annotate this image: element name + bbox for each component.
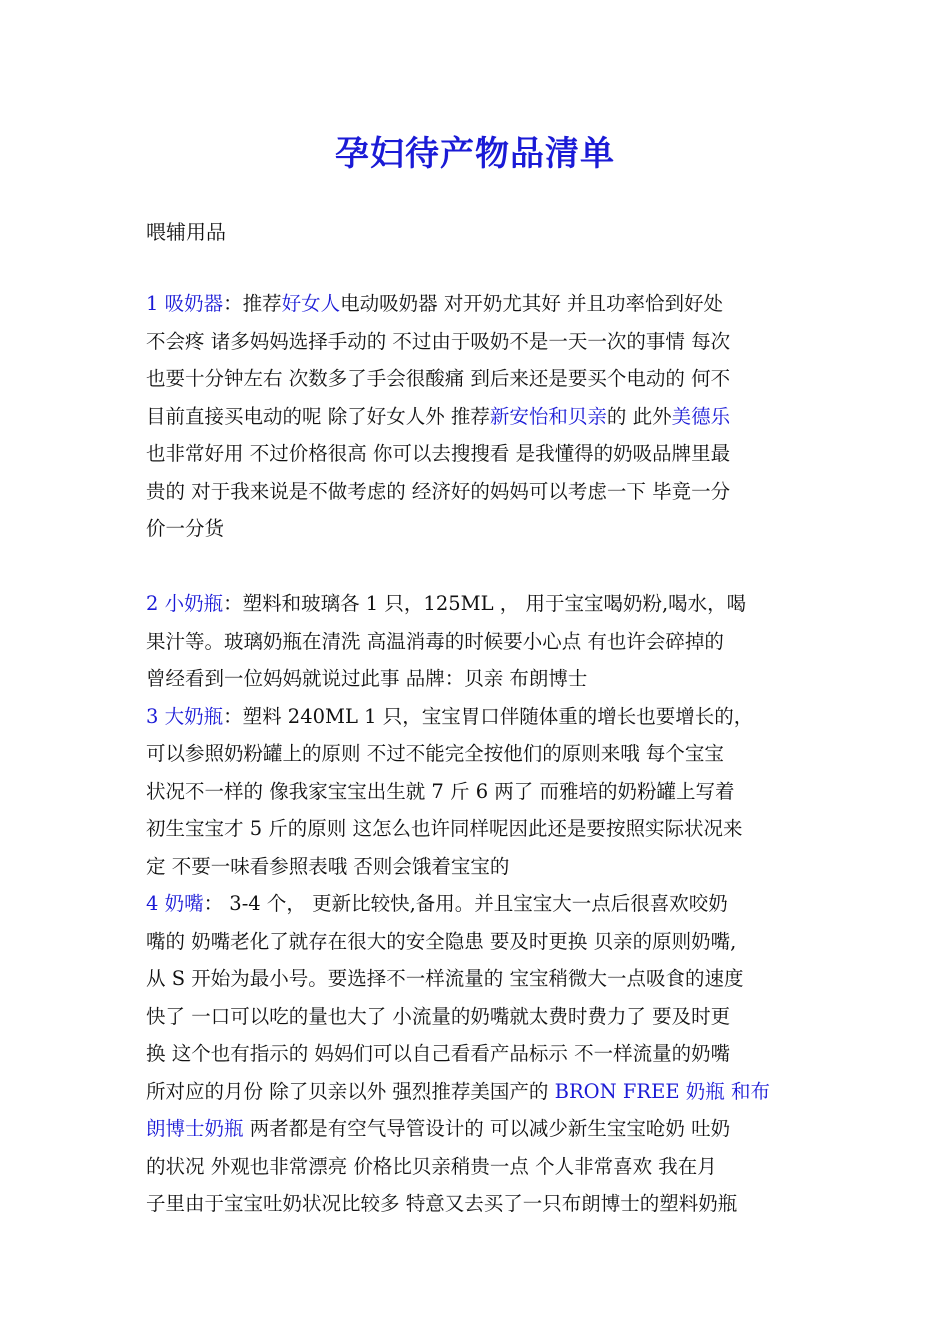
text-segment: 也要十分钟左右 次数多了手会很酸痛 到后来还是要买个电动的 何不 [146,367,731,390]
text-line [146,810,806,848]
highlighted-text: 好女人 [281,292,341,315]
highlighted-text: 美德乐 [671,404,731,428]
text-line [146,360,806,398]
text-line [146,660,806,698]
text-segment: 定 不要一味看参照表哦 否则会饿着宝宝的 [146,854,510,878]
text-line [146,323,806,361]
text-segment: 状况不一样的 像我家宝宝出生就 7 斤 6 两了 而雅培的奶粉罐上写着 [146,779,735,803]
paragraph-breast-pump [146,285,806,548]
text-segment: 目前直接买电动的呢 除了好女人外 推荐 [146,404,490,428]
text-line [146,623,806,661]
text-line [146,285,806,323]
text-segment: 的 此外 [606,404,672,428]
text-line [146,473,806,511]
text-line [146,1035,806,1073]
text-segment: 果汁等。玻璃奶瓶在清洗 高温消毒的时候要小心点 有也许会碎掉的 [146,629,724,653]
text-segment: 所对应的月份 除了贝亲以外 强烈推荐美国产的 [146,1079,555,1103]
text-segment: 价一分货 [146,517,225,540]
text-line [146,998,806,1036]
highlighted-text: 3 大奶瓶 [146,704,224,728]
text-segment: 不会疼 诸多妈妈选择手动的 不过由于吸奶不是一天一次的事情 每次 [146,329,731,353]
text-segment: 快了 一口可以吃的量也大了 小流量的奶嘴就太费时费力了 要及时更 [146,1004,731,1028]
text-line [146,773,806,811]
text-line [146,848,806,886]
text-segment: 两者都是有空气导管设计的 可以减少新生宝宝呛奶 吐奶 [243,1117,731,1140]
page-title: 孕妇待产物品清单 [335,134,615,174]
text-segment: 可以参照奶粉罐上的原则 不过不能完全按他们的原则来哦 每个宝宝 [146,742,724,765]
text-segment: 嘴的 奶嘴老化了就存在很大的安全隐患 要及时更换 贝亲的原则奶嘴, [146,929,737,953]
section-heading: 喂辅用品 [146,220,226,244]
highlighted-text: 1 吸奶器 [146,292,224,315]
text-segment: 的状况 外观也非常漂亮 价格比贝亲稍贵一点 个人非常喜欢 我在月 [146,1154,717,1178]
highlighted-text: 2 小奶瓶 [146,592,224,615]
text-segment: 也非常好用 不过价格很高 你可以去搜搜看 是我懂得的奶吸品牌里最 [146,442,731,465]
text-line [146,698,806,736]
highlighted-text: 新安怡和贝亲 [489,404,607,428]
text-segment: 贵的 对于我来说是不做考虑的 经济好的妈妈可以考虑一下 毕竟一分 [146,479,731,503]
text-segment: ：塑料 240ML 1 只，宝宝胃口伴随体重的增长也要增长的， [223,704,754,728]
text-line [146,1148,806,1186]
text-line [146,1073,806,1111]
text-segment: 换 这个也有指示的 妈妈们可以自己看看产品标示 不一样流量的奶嘴 [146,1042,731,1065]
highlighted-text: 4 奶嘴 [146,892,204,915]
text-line [146,885,806,923]
text-line [146,398,806,436]
text-line [146,510,806,548]
text-segment: 曾经看到一位妈妈就说过此事 品牌：贝亲 布朗博士 [146,667,588,690]
paragraph-bottles-and-nipples [146,585,806,1223]
text-segment: 电动吸奶器 对开奶尤其好 并且功率恰到好处 [340,292,724,315]
text-segment: 从 S 开始为最小号。要选择不一样流量的 宝宝稍微大一点吸食的速度 [146,967,744,990]
text-segment: ：塑料和玻璃各 1 只，125ML ， 用于宝宝喝奶粉,喝水，喝 [223,592,747,615]
text-line [146,735,806,773]
highlighted-text: 朗博士奶瓶 [146,1117,244,1140]
text-segment: 初生宝宝才 5 斤的原则 这怎么也许同样呢因此还是要按照实际状况来 [146,817,743,840]
text-line [146,435,806,473]
text-line [146,585,806,623]
text-segment: ：推荐 [223,292,282,315]
text-line [146,960,806,998]
text-line [146,923,806,961]
text-line [146,1110,806,1148]
text-line [146,1185,806,1223]
highlighted-text: BRON FREE 奶瓶 和布 [554,1079,770,1103]
text-segment: 子里由于宝宝吐奶状况比较多 特意又去买了一只布朗博士的塑料奶瓶 [146,1192,738,1215]
text-segment: ： 3-4 个， 更新比较快,备用。并且宝宝大一点后很喜欢咬奶 [203,892,728,915]
